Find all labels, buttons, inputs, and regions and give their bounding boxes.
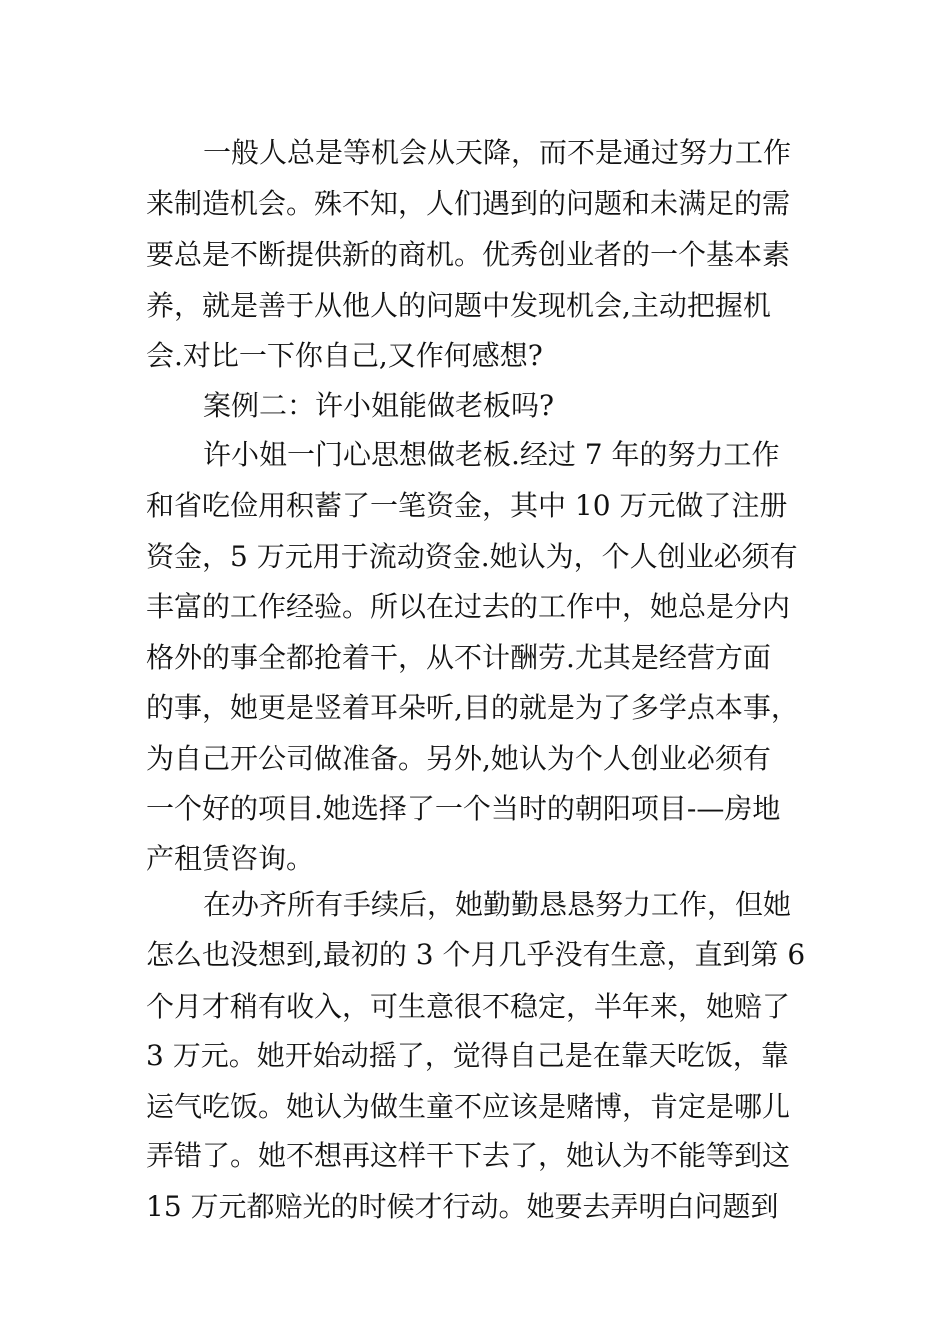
- text-line: 许小姐一门心思想做老板.经过 7 年的努力工作: [203, 438, 780, 471]
- text-line: 和省吃俭用积蓄了一笔资金，其中 10 万元做了注册: [146, 489, 788, 522]
- text-line: 3 万元。她开始动摇了，觉得自己是在靠天吃饭，靠: [146, 1039, 789, 1072]
- text-line: 资金，5 万元用于流动资金.她认为，个人创业必须有: [146, 540, 798, 573]
- text-line: 格外的事全都抢着干，从不计酬劳.尤其是经营方面: [146, 641, 771, 674]
- text-line: 来制造机会。殊不知，人们遇到的问题和未满足的需: [146, 187, 791, 220]
- text-line: 运气吃饭。她认为做生童不应该是赌博，肯定是哪儿: [146, 1090, 791, 1123]
- case-heading: 案例二：许小姐能做老板吗?: [203, 389, 555, 422]
- text-line: 在办齐所有手续后，她勤勤恳恳努力工作，但她: [203, 888, 792, 921]
- text-line: 为自己开公司做准备。另外,她认为个人创业必须有: [146, 742, 771, 775]
- text-line: 养，就是善于从他人的问题中发现机会,主动把握机: [146, 289, 771, 322]
- text-line: 的事，她更是竖着耳朵听,目的就是为了多学点本事，: [146, 691, 799, 724]
- text-line: 15 万元都赔光的时候才行动。她要去弄明白问题到: [146, 1190, 779, 1223]
- text-line: 丰富的工作经验。所以在过去的工作中，她总是分内: [146, 590, 791, 623]
- text-line: 会.对比一下你自己,又作何感想?: [146, 339, 543, 372]
- text-line: 要总是不断提供新的商机。优秀创业者的一个基本素: [146, 238, 791, 271]
- text-line: 个月才稍有收入，可生意很不稳定，半年来，她赔了: [146, 990, 791, 1023]
- text-line: 弄错了。她不想再这样干下去了，她认为不能等到这: [146, 1139, 791, 1172]
- text-line: 一般人总是等机会从天降，而不是通过努力工作: [203, 136, 792, 169]
- text-line: 产租赁咨询。: [146, 842, 315, 875]
- text-line: 怎么也没想到,最初的 3 个月几乎没有生意，直到第 6: [146, 938, 806, 971]
- text-line: 一个好的项目.她选择了一个当时的朝阳项目-—房地: [146, 792, 781, 825]
